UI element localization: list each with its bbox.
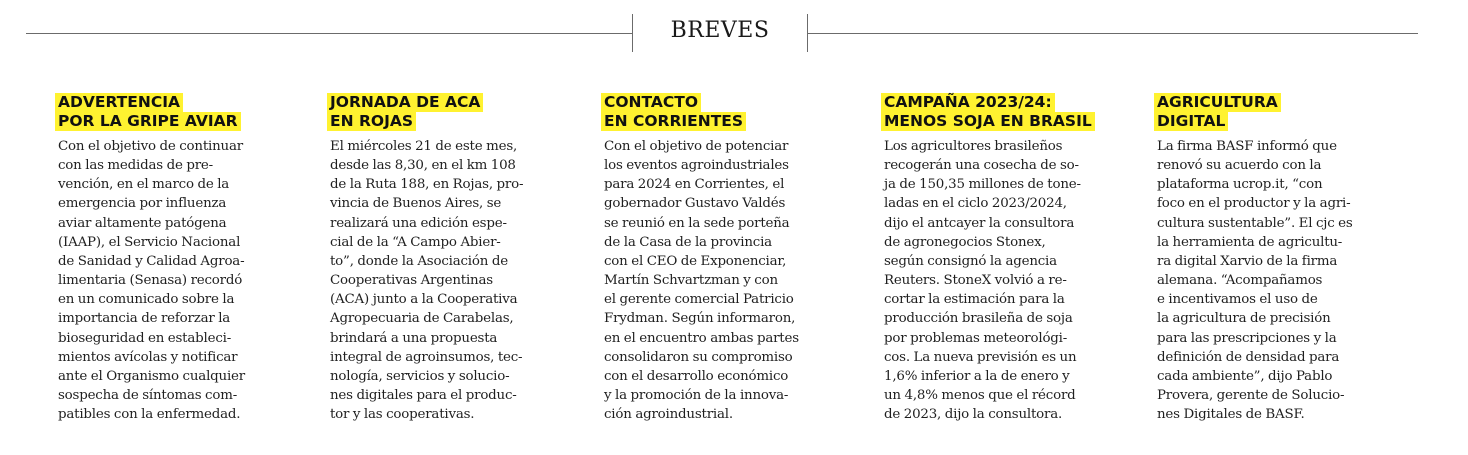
brief-body bbox=[330, 137, 562, 424]
body-line: dijo el antcayer la consultora bbox=[884, 215, 1075, 231]
body-line: alemana. “Acompañamos bbox=[1157, 273, 1323, 289]
body-line: aviar altamente patógena bbox=[58, 215, 227, 231]
brief-headline bbox=[604, 93, 836, 131]
brief-headline bbox=[1157, 93, 1389, 131]
section-title: BREVES bbox=[670, 18, 770, 43]
body-line: según consignó la agencia bbox=[884, 253, 1057, 269]
section-rule-right bbox=[808, 33, 1418, 34]
body-line: ción agroindustrial. bbox=[604, 407, 733, 423]
body-line: de Sanidad y Calidad Agroa- bbox=[58, 253, 245, 269]
body-line: cial de la “A Campo Abier- bbox=[330, 234, 501, 250]
body-line: el gerente comercial Patricio bbox=[604, 292, 794, 308]
headline-line: AGRICULTURA bbox=[1154, 93, 1281, 112]
body-line: un 4,8% menos que el récord bbox=[884, 388, 1076, 404]
body-line: los eventos agroindustriales bbox=[604, 158, 789, 174]
body-line: de agronegocios Stonex, bbox=[884, 234, 1046, 250]
headline-line: EN ROJAS bbox=[327, 112, 416, 131]
news-brief bbox=[884, 93, 1116, 424]
body-line: Los agricultores brasileños bbox=[884, 139, 1063, 154]
body-line: brindará a una propuesta bbox=[330, 330, 498, 346]
body-line: integral de agroinsumos, tec- bbox=[330, 349, 523, 365]
headline-line: MENOS SOJA EN BRASIL bbox=[881, 112, 1095, 131]
body-line: de la Casa de la provincia bbox=[604, 234, 772, 250]
body-line: (ACA) junto a la Cooperativa bbox=[330, 292, 518, 308]
body-line: recogerán una cosecha de so- bbox=[884, 158, 1079, 174]
body-line: de la Ruta 188, en Rojas, pro- bbox=[330, 177, 524, 193]
body-line: nología, servicios y solucio- bbox=[330, 368, 510, 384]
headline-line: DIGITAL bbox=[1154, 112, 1228, 131]
body-line: gobernador Gustavo Valdés bbox=[604, 196, 786, 212]
brief-headline bbox=[330, 93, 562, 131]
body-line: para las prescripciones y la bbox=[1157, 330, 1337, 346]
headline-line: JORNADA DE ACA bbox=[327, 93, 483, 112]
body-line: tor y las cooperativas. bbox=[330, 407, 475, 423]
body-line: producción brasileña de soja bbox=[884, 311, 1073, 327]
body-line: se reunió en la sede porteña bbox=[604, 215, 790, 231]
body-line: la herramienta de agricultu- bbox=[1157, 234, 1343, 250]
body-line: vención, en el marco de la bbox=[58, 177, 230, 193]
body-line: El miércoles 21 de este mes, bbox=[330, 139, 518, 154]
headline-line: CAMPAÑA 2023/24: bbox=[881, 93, 1055, 112]
body-line: consolidaron su compromiso bbox=[604, 349, 793, 365]
body-line: e incentivamos el uso de bbox=[1157, 292, 1318, 308]
body-line: cortar la estimación para la bbox=[884, 292, 1065, 308]
body-line: y la promoción de la innova- bbox=[604, 388, 789, 404]
body-line: emergencia por influenza bbox=[58, 196, 227, 212]
body-line: Con el objetivo de continuar bbox=[58, 139, 243, 154]
body-line: definición de densidad para bbox=[1157, 349, 1340, 365]
body-line: de 2023, dijo la consultora. bbox=[884, 407, 1063, 423]
body-line: vincia de Buenos Aires, se bbox=[330, 196, 502, 212]
section-rule-left bbox=[26, 33, 632, 34]
body-line: bioseguridad en estableci- bbox=[58, 330, 232, 346]
body-line: realizará una edición espe- bbox=[330, 215, 507, 231]
body-line: foco en el productor y la agri- bbox=[1157, 196, 1351, 212]
body-line: Martín Schvartzman y con bbox=[604, 273, 778, 289]
body-line: nes digitales para el produc- bbox=[330, 388, 517, 404]
body-line: en el encuentro ambas partes bbox=[604, 330, 799, 346]
brief-body bbox=[884, 137, 1116, 424]
body-line: limentaria (Senasa) recordó bbox=[58, 273, 243, 289]
brief-body bbox=[604, 137, 836, 424]
news-brief bbox=[1157, 93, 1389, 424]
body-line: Cooperativas Argentinas bbox=[330, 273, 493, 289]
body-line: ante el Organismo cualquier bbox=[58, 368, 245, 384]
body-line: 1,6% inferior a la de enero y bbox=[884, 368, 1070, 384]
body-line: en un comunicado sobre la bbox=[58, 292, 235, 308]
body-line: ra digital Xarvio de la firma bbox=[1157, 253, 1338, 269]
headline-line: POR LA GRIPE AVIAR bbox=[55, 112, 241, 131]
body-line: ladas en el ciclo 2023/2024, bbox=[884, 196, 1067, 212]
body-line: con el desarrollo económico bbox=[604, 368, 789, 384]
body-line: Reuters. StoneX volvió a re- bbox=[884, 273, 1067, 289]
body-line: mientos avícolas y notificar bbox=[58, 349, 238, 365]
body-line: con el CEO de Exponenciar, bbox=[604, 253, 787, 269]
news-brief bbox=[604, 93, 836, 424]
body-line: patibles con la enfermedad. bbox=[58, 407, 241, 423]
body-line: Agropecuaria de Carabelas, bbox=[330, 311, 514, 327]
news-brief bbox=[330, 93, 562, 424]
body-line: la agricultura de precisión bbox=[1157, 311, 1331, 327]
brief-body bbox=[1157, 137, 1389, 424]
body-line: sospecha de síntomas com- bbox=[58, 388, 238, 404]
body-line: importancia de reforzar la bbox=[58, 311, 231, 327]
headline-line: ADVERTENCIA bbox=[55, 93, 183, 112]
body-line: cos. La nueva previsión es un bbox=[884, 349, 1077, 365]
headline-line: CONTACTO bbox=[601, 93, 701, 112]
body-line: con las medidas de pre- bbox=[58, 158, 213, 174]
headline-line: EN CORRIENTES bbox=[601, 112, 746, 131]
body-line: La firma BASF informó que bbox=[1157, 139, 1337, 154]
brief-body bbox=[58, 137, 290, 424]
news-brief bbox=[58, 93, 290, 424]
body-line: para 2024 en Corrientes, el bbox=[604, 177, 785, 193]
body-line: ja de 150,35 millones de tone- bbox=[884, 177, 1081, 193]
brief-headline bbox=[58, 93, 290, 131]
body-line: cultura sustentable”. El cjc es bbox=[1157, 215, 1353, 231]
body-line: to”, donde la Asociación de bbox=[330, 253, 508, 269]
body-line: (IAAP), el Servicio Nacional bbox=[58, 234, 241, 250]
body-line: nes Digitales de BASF. bbox=[1157, 407, 1305, 423]
brief-headline bbox=[884, 93, 1116, 131]
body-line: Frydman. Según informaron, bbox=[604, 311, 796, 327]
body-line: renovó su acuerdo con la bbox=[1157, 158, 1322, 174]
body-line: cada ambiente”, dijo Pablo bbox=[1157, 368, 1333, 384]
body-line: Provera, gerente de Solucio- bbox=[1157, 388, 1345, 404]
body-line: plataforma ucrop.it, “con bbox=[1157, 177, 1323, 193]
body-line: Con el objetivo de potenciar bbox=[604, 139, 789, 154]
body-line: por problemas meteorológi- bbox=[884, 330, 1068, 346]
body-line: desde las 8,30, en el km 108 bbox=[330, 158, 516, 174]
